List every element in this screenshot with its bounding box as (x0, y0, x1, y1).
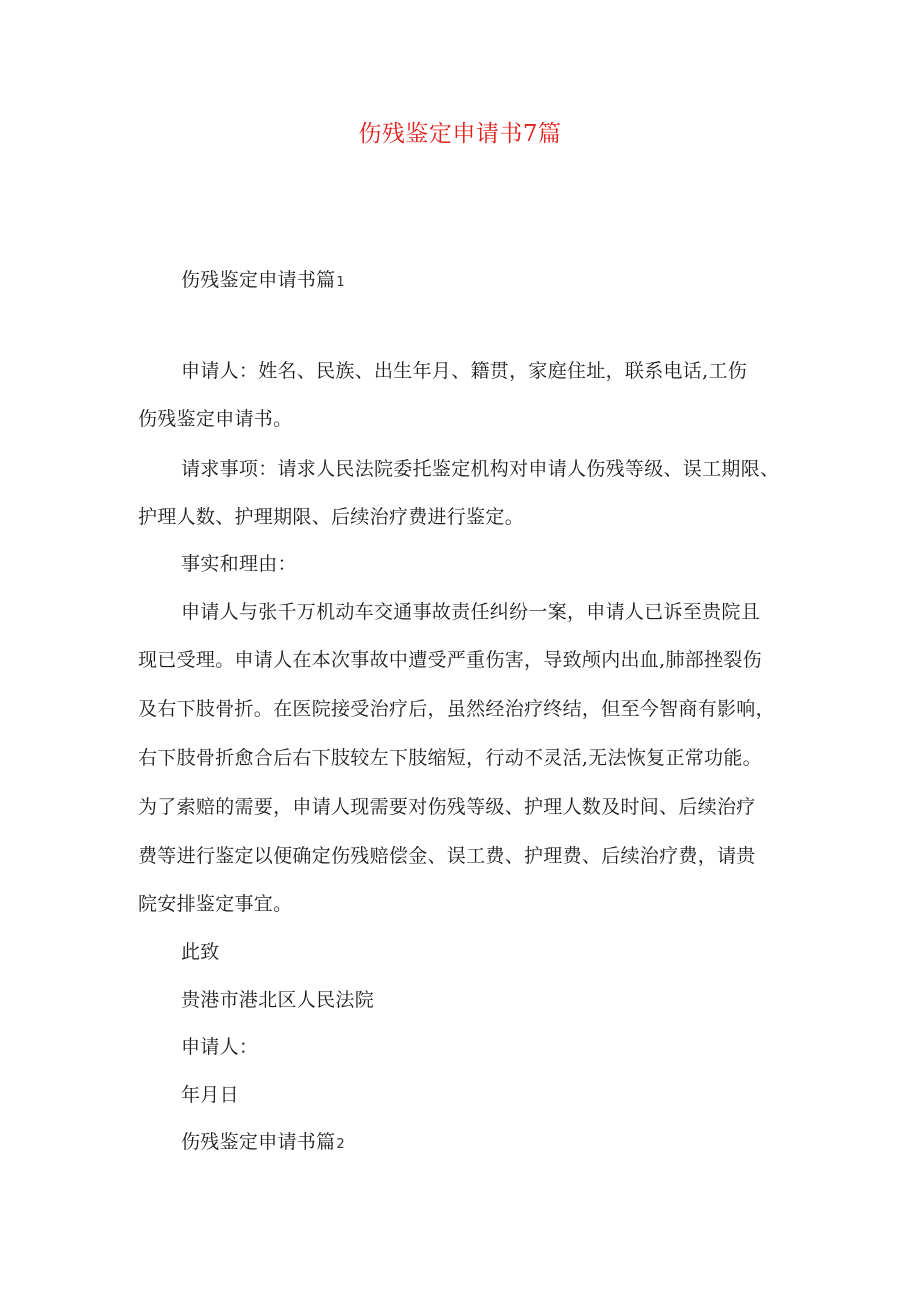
facts-line-2: 现已受理。申请人在本次事故中遭受严重伤害，导致颅内出血,肺部挫裂伤 (138, 649, 762, 671)
facts-heading: 事实和理由： (181, 553, 297, 575)
section-2-heading-number: 2 (336, 1137, 345, 1152)
facts-line-5: 为了索赔的需要，申请人现需要对伤残等级、护理人数及时间、后续治疗 (138, 796, 756, 818)
recipient-court: 贵港市港北区人民法院 (181, 989, 375, 1011)
facts-line-7: 院安排鉴定事宜。 (138, 893, 293, 915)
section-2-heading-text: 伤残鉴定申请书篇 (181, 1131, 336, 1153)
applicant-signature-label: 申请人： (181, 1036, 259, 1058)
facts-line-3: 及右下肢骨折。在医院接受治疗后，虽然经治疗终结，但至今智商有影响， (138, 698, 775, 720)
request-items-line-1: 请求事项：请求人民法院委托鉴定机构对申请人伤残等级、误工期限、 (181, 458, 780, 480)
applicant-info-line-1: 申请人：姓名、民族、出生年月、籍贯，家庭住址，联系电话,工伤 (181, 360, 748, 382)
section-2-heading (181, 1128, 345, 1159)
closing-salutation: 此致 (181, 941, 220, 963)
date-label: 年月日 (181, 1084, 239, 1106)
request-items-line-2: 护理人数、护理期限、后续治疗费进行鉴定。 (138, 506, 525, 528)
document-title: 伤残鉴定申请书7篇 (358, 121, 562, 147)
facts-line-1: 申请人与张千万机动车交通事故责任纠纷一案，申请人已诉至贵院且 (181, 601, 761, 623)
applicant-info-line-2: 伤残鉴定申请书。 (138, 408, 293, 430)
section-1-heading (181, 266, 345, 297)
section-1-heading-number: 1 (336, 275, 345, 290)
section-1-heading-text: 伤残鉴定申请书篇 (181, 269, 336, 291)
facts-line-6: 费等进行鉴定以便确定伤残赔偿金、误工费、护理费、后续治疗费，请贵 (138, 845, 756, 867)
facts-line-4: 右下肢骨折愈合后右下肢较左下肢缩短，行动不灵活,无法恢复正常功能。 (138, 747, 762, 769)
